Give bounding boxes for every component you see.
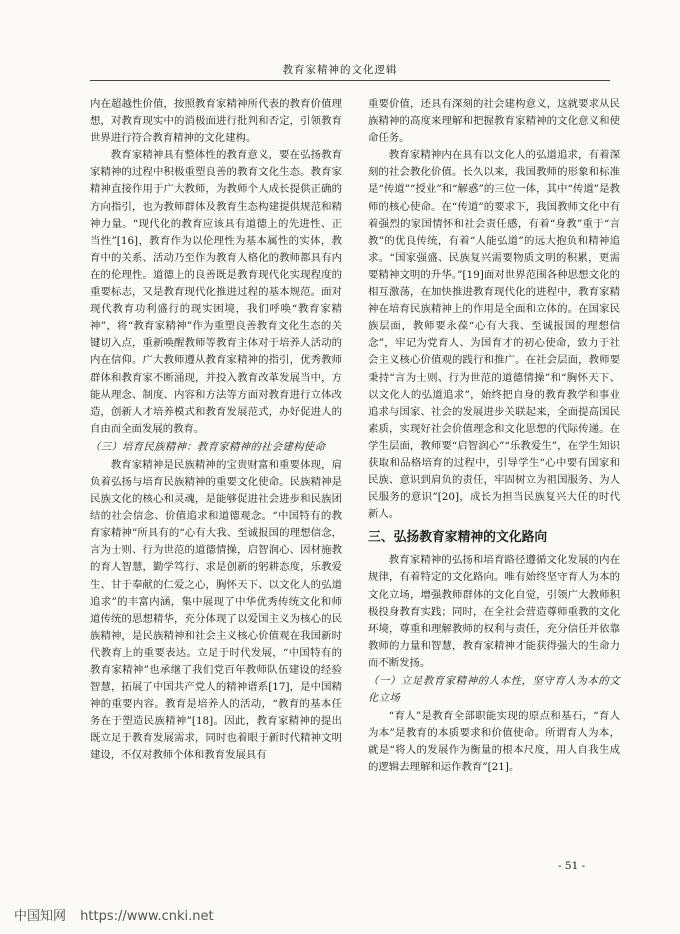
footer-watermark — [14, 905, 214, 924]
footer-brand: 中国知网 — [14, 909, 67, 924]
right-column — [368, 96, 620, 776]
paragraph: 重要价值，还具有深刻的社会建构意义，这就要求从民族精神的高度来理解和把握教育家精神的文化意义和使命任务。 — [368, 98, 620, 145]
paragraph: 教育家精神内在具有以文化人的弘道追求，有着深刻的社会教化价值。长久以来，我国教师的形象和标准是“传道”“授业”和“解惑”的三位一体，其中“传道”是教师的核心使命。在“传道”的要求下，我国教师文化中有着强烈的家国情怀和社会责任感，有着“身教”重于“言教”的优良传统，有着“人能弘道”的远大抱负和精神追求。“国家强盛、民族复兴需要物质文明的积累，更需要精神文明的升华。”[19]面对世界范围各种思想文化的相互激荡，在加快推进教育现代化的进程中，教育家精神在培育民族精神上的作用是全面和立体的。在国家民族层面，教师要永葆“心有大我、至诚报国的理想信念”，牢记为党育人、为国育才的初心使命，致力于社会主义核心价值观的践行和推广。在社会层面，教师要秉持“言为士则、行为世范的道德情操”和“胸怀天下、以文化人的弘道追求”，始终把自身的教育教学和事业追求与国家、社会的发展进步关联起来，全面提高国民素质，实现好社会价值理念和文化思想的代际传递。在学生层面，教师要“启智润心”“乐教爱生”，在学生知识获取和品格培育的过程中，引导学生“心中要有国家和民族、意识到肩负的责任，牢固树立为祖国服务、为人民服务的意识”[20]，成长为担当民族复兴大任的时代新人。 — [368, 149, 620, 521]
paragraph: “育人”是教育全部职能实现的原点和基石，“育人为本”是教育的本质要求和价值使命。所谓育人为本，就是“将人的发展作为衡量的根本尺度，用人自我生成的逻辑去理解和运作教育”[21]。 — [368, 710, 620, 774]
subsection-heading: （三）培育民族精神：教育家精神的社会建构使命 — [90, 440, 326, 453]
paragraph: 教育家精神具有整体性的教育意义，要在弘扬教育家精神的过程中积极重塑良善的教育文化生态。教育家精神直接作用于广大教师，为教师个人成长提供正确的方向指引，也为教师群体及教育生态构建提供规范和精神力量。“现代化的教育应该具有道德上的先进性、正当性”[16]，教育作为以伦理性为基本属性的实体，教育中的关系、活动乃至作为教育人格化的教师都具有内在的伦理性。道德上的良善既是教育现代化实现程度的重要标志，又是教育现代化推进过程的基本规范。面对现代教育功利盛行的现实困境，我们呼唤“教育家精神”，将“教育家精神”作为重塑良善教育文化生态的关键切入点，重新唤醒教师等教育主体对于培养人活动的内在信仰。广大教师遵从教育家精神的指引，优秀教师群体和教育家不断涌现，并投入教育改革发展当中，方能从理念、制度、内容和方法等方面对教育进行立体改造，创新人才培养模式和教育发展范式，办好促进人的自由而全面发展的教育。 — [90, 149, 342, 435]
paragraph: 教育家精神是民族精神的宝贵财富和重要体现，肩负着弘扬与培育民族精神的重要文化使命。民族精神是民族文化的核心和灵魂，是能够促进社会进步和民族团结的社会信念、价值追求和道德观念。“中国特有的教育家精神”所具有的“心有大我、至诚报国的理想信念，言为士则、行为世范的道德情操，启智润心、因材施教的育人智慧，勤学笃行、求是创新的躬耕态度，乐教爱生、甘于奉献的仁爱之心，胸怀天下、以文化人的弘道追求”的丰富内涵，集中展现了中华优秀传统文化和师道传统的思想精华，充分体现了以爱国主义为核心的民族精神，是民族精神和社会主义核心价值观在我国新时代教育上的重要表达。立足于时代发展，“中国特有的教育家精神”也承继了我们党百年教师队伍建设的经验智慧，拓展了中国共产党人的精神谱系[17]，是中国精神的重要内容。教育是培养人的活动，“教育的基本任务在于塑造民族精神”[18]。因此，教育家精神的提出既立足于教育发展需求，同时也着眼于新时代精神文明建设，不仅对教师个体和教育发展具有 — [90, 458, 342, 762]
left-column — [90, 96, 342, 765]
paragraph: 内在超越性价值，按照教育家精神所代表的教育价值理想，对教育现实中的消极面进行批判和否定，引领教育世界进行符合教育精神的文化建构。 — [90, 98, 342, 145]
subsection-heading: （一）立足教育家精神的人本性，坚守育人为本的文化立场 — [368, 675, 620, 704]
paragraph: 教育家精神的弘扬和培育路径遵循文化发展的内在规律，有着特定的文化路向。唯有始终坚守育人为本的文化立场，增强教师群体的文化自觉，引领广大教师积极投身教育实践；同时，在全社会营造尊师重教的文化环境，尊重和理解教师的权利与责任，充分信任并依靠教师的力量和智慧，教育家精神才能获得强大的生命力而不断发扬。 — [368, 554, 620, 669]
running-head: 教育家精神的文化逻辑 — [282, 64, 398, 76]
section-heading: 三、弘扬教育家精神的文化路向 — [368, 530, 548, 546]
header-rule — [90, 80, 610, 81]
page-number: - 51 - — [558, 860, 586, 872]
footer-url[interactable]: https://www.cnki.net — [80, 909, 214, 924]
